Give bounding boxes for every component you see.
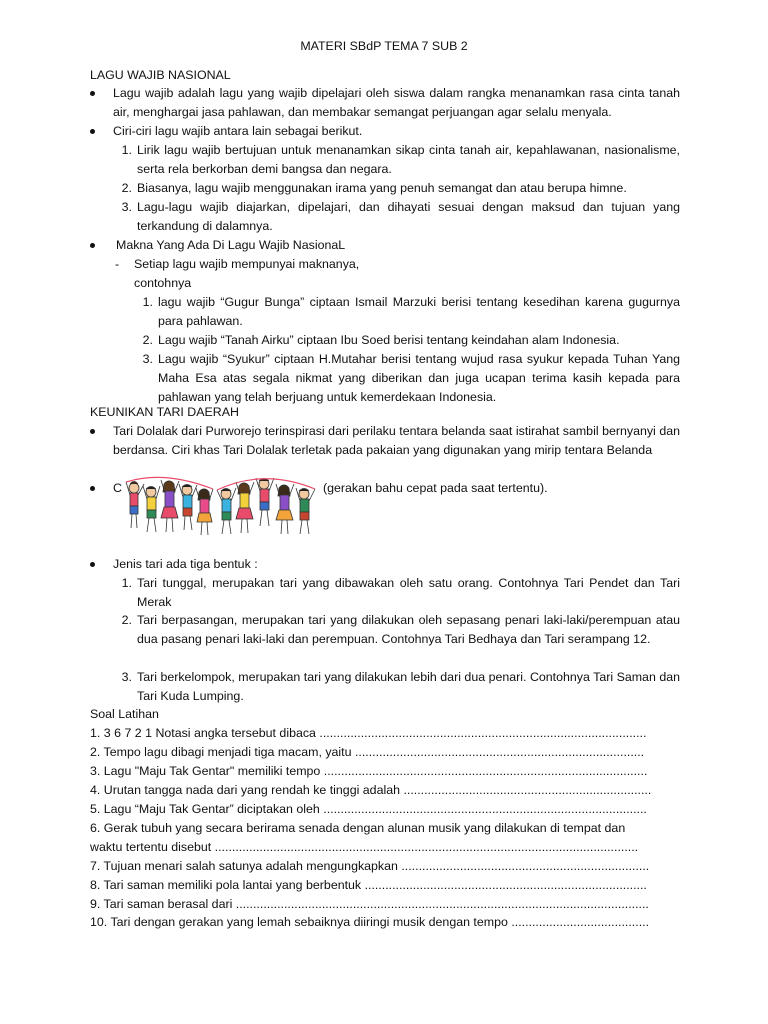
bullet-icon xyxy=(90,243,95,248)
list-item-ciri-1: 1. Lirik lagu wajib bertujuan untuk menanamkan sikap cinta tanah air, kepahlawanan, nasionalisme, serta rela berkorban demi bangsa dan negara. xyxy=(121,143,680,176)
bullet-icon xyxy=(90,429,95,434)
list-item-ciri-3: 3. Lagu-lagu wajib diajarkan, dipelajari, dan dihayati sesuai dengan maksud dan tujuan yang terkandung di dalamnya. xyxy=(121,200,680,233)
bullet-lagu-wajib-definisi: Lagu wajib adalah lagu yang wajib dipelajari oleh siswa dalam rangka menanamkan rasa cinta tanah air, menghargai jasa pahlawan, dan membakar semangat perjuangan agar selalu menyala. xyxy=(90,84,680,122)
bullet-ciri-ciri: Ciri-ciri lagu wajib antara lain sebagai berikut. xyxy=(90,122,680,141)
list-item-jenis-1: 1. Tari tunggal, merupakan tari yang dibawakan oleh satu orang. Contohnya Tari Pendet dan Tari Merak xyxy=(121,576,680,609)
dancing-children-illustration-right xyxy=(214,472,320,542)
list-item-makna-1: 1. lagu wajib “Gugur Bunga” ciptaan Ismail Marzuki berisi tentang kesedihan karena gugurnya para pahlawan. xyxy=(142,295,680,328)
bullet-icon xyxy=(90,129,95,134)
question-6-continued: waktu tertentu disebut ........................................................................................................................... xyxy=(90,840,639,854)
question-2: 2. Tempo lagu dibagi menjadi tiga macam, yaitu .................................................................................... xyxy=(90,745,645,759)
dash-text: Setiap lagu wajib mempunyai maknanya, xyxy=(134,257,360,271)
list-item-makna-2: 2. Lagu wajib “Tanah Airku” ciptaan Ibu Soed berisi tentang keindahan alam Indonesia. xyxy=(142,333,620,347)
question-10: 10. Tari dengan gerakan yang lemah sebaiknya diiringi musik dengan tempo ........................................ xyxy=(90,915,650,929)
list-item-jenis-2: 2. Tari berpasangan, merupakan tari yang dilakukan oleh sepasang penari laki-laki/perempuan atau dua pasang penari laki-laki dan perempuan. Contohnya Tari Bedhaya dan Tari serampang 12. xyxy=(121,613,680,646)
list-item-ciri-2: 2. Biasanya, lagu wajib menggunakan irama yang penuh semangat dan atau berupa himne. xyxy=(121,181,627,195)
bullet-jenis-tari: Jenis tari ada tiga bentuk : xyxy=(90,555,680,574)
question-5: 5. Lagu “Maju Tak Gentar” diciptakan oleh .............................................................................................. xyxy=(90,802,647,816)
dash-marker: - xyxy=(115,257,120,271)
question-6: 6. Gerak tubuh yang secara berirama senada dengan alunan musik yang dilakukan di tempat dan xyxy=(90,821,626,835)
bullet-tari-dolalak: Tari Dolalak dari Purworejo terinspirasi dari perilaku tentara belanda saat istirahat sambil bernyanyi dan berdansa. Ciri khas Tari Dolalak terletak pada pakaian yang digunakan yang mirip tentara Belanda xyxy=(90,422,680,460)
question-1: 1. 3 6 7 2 1 Notasi angka tersebut dibaca ............................................................................................... xyxy=(90,726,647,740)
question-3: 3. Lagu "Maju Tak Gentar" memiliki tempo .............................................................................................. xyxy=(90,764,648,778)
page-title: MATERI SBdP TEMA 7 SUB 2 xyxy=(300,39,468,53)
bullet-icon xyxy=(90,91,95,96)
question-8: 8. Tari saman memiliki pola lantai yang berbentuk .................................................................................. xyxy=(90,878,647,892)
question-9: 9. Tari saman berasal dari ........................................................................................................................ xyxy=(90,897,649,911)
question-7: 7. Tujuan menari salah satunya adalah mengungkapkan ........................................................................ xyxy=(90,859,650,873)
bullet-makna: Makna Yang Ada Di Lagu Wajib NasionaL xyxy=(90,236,680,255)
heading-soal-latihan: Soal Latihan xyxy=(90,707,159,721)
question-4: 4. Urutan tangga nada dari yang rendah ke tinggi adalah ........................................................................ xyxy=(90,783,652,797)
contohnya-label: contohnya xyxy=(134,276,192,290)
gerakan-bahu-text: (gerakan bahu cepat pada saat tertentu). xyxy=(323,481,548,495)
bullet-ciri-gerakan: C xyxy=(90,479,680,498)
bullet-icon xyxy=(90,486,95,491)
heading-tari-daerah: KEUNIKAN TARI DAERAH xyxy=(90,405,239,419)
dancing-children-illustration-left xyxy=(124,472,214,542)
list-item-jenis-3: 3. Tari berkelompok, merupakan tari yang dilakukan lebih dari dua penari. Contohnya Tari Saman dan Tari Kuda Lumping. xyxy=(121,670,680,703)
heading-lagu-wajib: LAGU WAJIB NASIONAL xyxy=(90,68,231,82)
bullet-icon xyxy=(90,562,95,567)
list-item-makna-3: 3. Lagu wajib “Syukur” ciptaan H.Mutahar berisi tentang wujud rasa syukur kepada Tuhan Yang Maha Esa atas segala nikmat yang diberikan dan juga ucapan terima kasih kepada para pahlawan yang telah berjuang untuk kemerdekaan Indonesia. xyxy=(142,352,680,404)
